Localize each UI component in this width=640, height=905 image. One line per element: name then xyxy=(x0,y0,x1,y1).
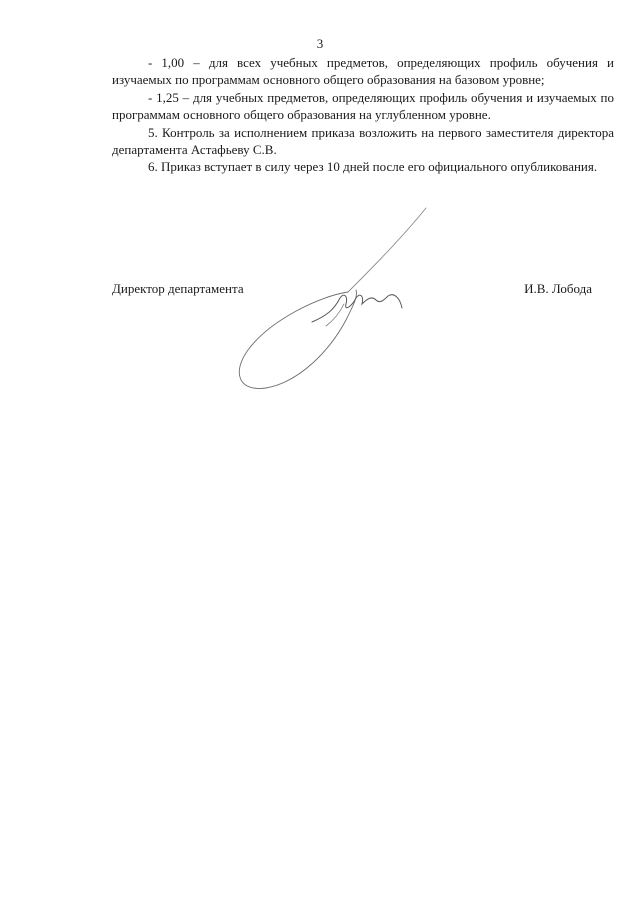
document-body xyxy=(112,54,614,176)
signatory-title: Директор департамента xyxy=(112,281,244,296)
paragraph-coefficient-basic: - 1,00 – для всех учебных предметов, определяющих профиль обучения и изучаемых по программам основного общего образования на базовом уровне; xyxy=(112,55,614,88)
signatory-name: И.В. Лобода xyxy=(524,281,592,296)
handwritten-signature xyxy=(230,200,440,400)
paragraph-item-6-effective: 6. Приказ вступает в силу через 10 дней после его официального опубликования. xyxy=(148,159,598,175)
paragraph-coefficient-advanced: - 1,25 – для учебных предметов, определяющих профиль обучения и изучаемых по программам основного общего образования на углубленном уровне. xyxy=(112,89,614,123)
paragraph-item-5-control: 5. Контроль за исполнением приказа возложить на первого заместителя директора департамента Астафьеву С.В. xyxy=(112,124,614,158)
page-number: 3 xyxy=(316,36,324,51)
